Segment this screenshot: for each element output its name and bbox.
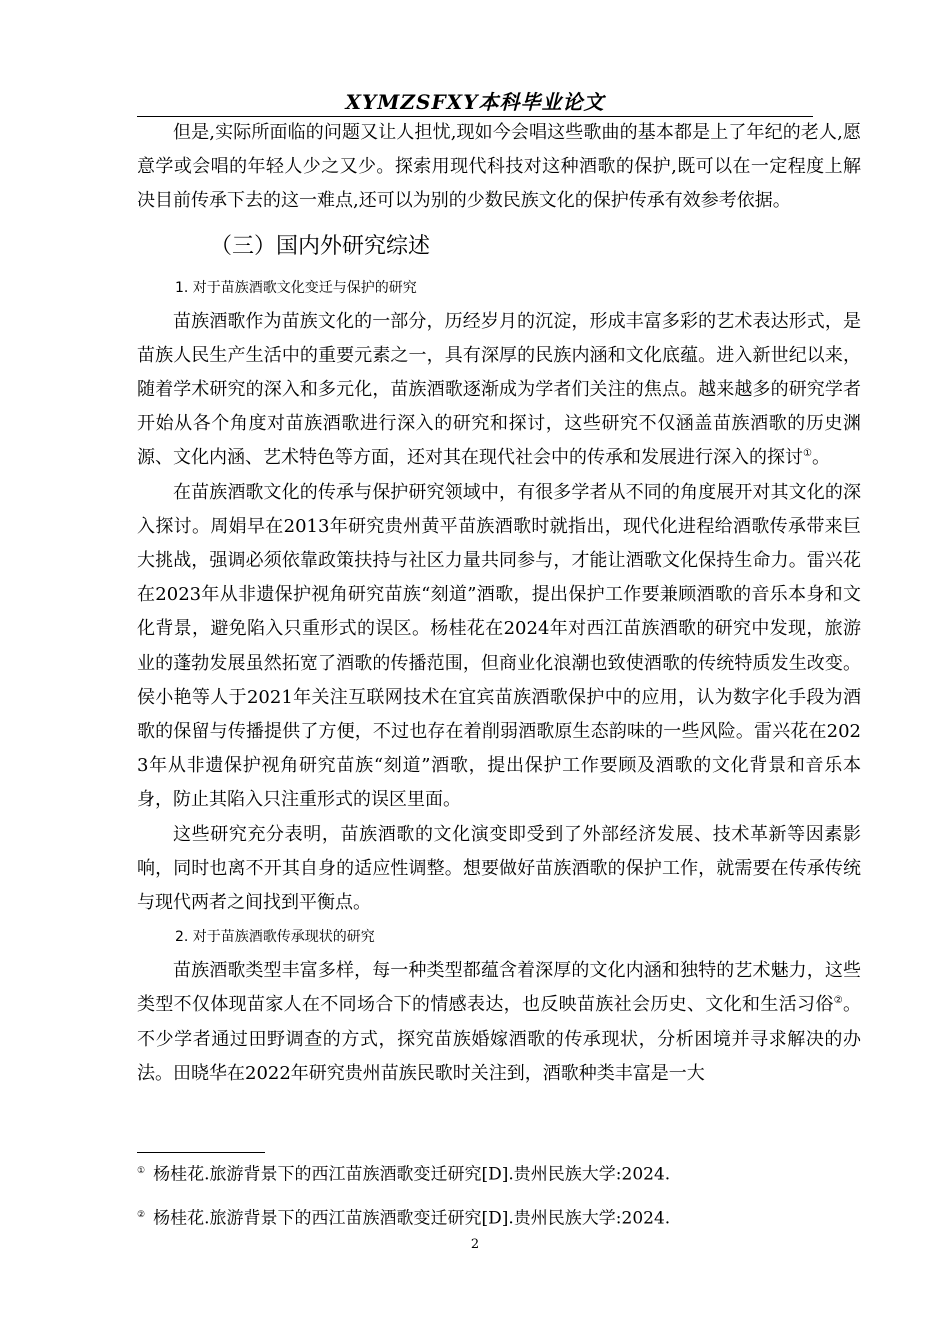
subsection-heading-1: 1. 对于苗族酒歌文化变迁与保护的研究	[175, 279, 417, 296]
running-header: XYMZSFXY本科毕业论文	[345, 90, 605, 114]
paragraph: 这些研究充分表明，苗族酒歌的文化演变即受到了外部经济发展、技术革新等因素影响，同时也离不开其自身的适应性调整。想要做好苗族酒歌的保护工作，就需要在传承传统与现代两者之间找到平衡点。	[137, 823, 861, 914]
paragraph	[137, 954, 861, 1091]
subsection-heading-2: 2. 对于苗族酒歌传承现状的研究	[175, 929, 375, 946]
paragraph: 但是,实际所面临的问题又让人担忧,现如今会唱这些歌曲的基本都是上了年纪的老人,愿意学或会唱的年轻人少之又少。探索用现代科技对这种酒歌的保护,既可以在一定程度上解决目前传承下去的这一难点,还可以为别的少数民族文化的保护传承有效参考依据。	[137, 122, 861, 212]
section-heading: （三）国内外研究综述	[210, 233, 431, 259]
footnote-text: 杨桂花.旅游背景下的西江苗族酒歌变迁研究[D].贵州民族大学:2024.	[153, 1164, 671, 1185]
footnote-mark: ①	[137, 1166, 146, 1176]
footnote-separator	[137, 1152, 265, 1153]
paragraph-text: 。不少学者通过田野调查的方式，探究苗族婚嫁酒歌的传承现状，分析困境并寻求解决的办法。田晓华在2022年研究贵州苗族民歌时关注到，酒歌种类丰富是一大	[137, 994, 862, 1084]
page-number: 2	[470, 1237, 480, 1252]
footnote-ref-2[interactable]: ②	[833, 995, 844, 1007]
footnote-ref-1[interactable]: ①	[803, 448, 812, 460]
paragraph: 苗族酒歌作为苗族文化的一部分，历经岁月的沉淀，形成丰富多彩的艺术表达形式，是苗族人民生产生活中的重要元素之一，具有深厚的民族内涵和文化底蕴。进入新世纪以来，随着学术研究的深入和多元化，苗族酒歌逐渐成为学者们关注的焦点。越来越多的研究学者开始从各个角度对苗族酒歌进行深入的研究和探讨，这些研究不仅涵盖苗族酒歌的历史渊源、文化内涵、艺术特色等方面，还对其在现代社会中的传承和发展进行深入的探讨①。	[137, 310, 861, 469]
footnote-2	[137, 1204, 861, 1230]
paragraph: 在苗族酒歌文化的传承与保护研究领域中，有很多学者从不同的角度展开对其文化的深入探讨。周娟早在2013年研究贵州黄平苗族酒歌时就指出，现代化进程给酒歌传承带来巨大挑战，强调必须依靠政策扶持与社区力量共同参与，才能让酒歌文化保持生命力。雷兴花在2023年从非遗保护视角研究苗族“刻道”酒歌，提出保护工作要兼顾酒歌的音乐本身和文化背景，避免陷入只重形式的误区。杨桂花在2024年对西江苗族酒歌的研究中发现，旅游业的蓬勃发展虽然拓宽了酒歌的传播范围，但商业化浪潮也致使酒歌的传统特质发生改变。侯小艳等人于2021年关注互联网技术在宜宾苗族酒歌保护中的应用，认为数字化手段为酒歌的保留与传播提供了方便，不过也存在着削弱酒歌原生态韵味的一些风险。雷兴花在2023年从非遗保护视角研究苗族“刻道”酒歌，提出保护工作要顾及酒歌的文化背景和音乐本身，防止其陷入只注重形式的误区里面。	[137, 481, 861, 811]
paragraph-text: 苗族酒歌作为苗族文化的一部分，历经岁月的沉淀，形成丰富多彩的艺术表达形式，是苗族人民生产生活中的重要元素之一，具有深厚的民族内涵和文化底蕴。进入新世纪以来，随着学术研究的深入和多元化，苗族酒歌逐渐成为学者们关注的焦点。越来越多的研究学者开始从各个角度对苗族酒歌进行深入的研究和探讨，这些研究不仅涵盖苗族酒歌的历史渊源、文化内涵、艺术特色等方面，还对其在现代社会中的传承和发展进行深入的探讨	[137, 310, 861, 469]
footnote-mark: ②	[137, 1210, 146, 1220]
body-text	[137, 116, 861, 1091]
paragraph-text: 苗族酒歌类型丰富多样，每一种类型都蕴含着深厚的文化内涵和独特的艺术魅力，这些类型不仅体现苗家人在不同场合下的情感表达，也反映苗族社会历史、文化和生活习俗	[137, 960, 861, 1016]
footnote-1	[137, 1160, 861, 1186]
footnote-text: 杨桂花.旅游背景下的西江苗族酒歌变迁研究[D].贵州民族大学:2024.	[153, 1208, 671, 1229]
